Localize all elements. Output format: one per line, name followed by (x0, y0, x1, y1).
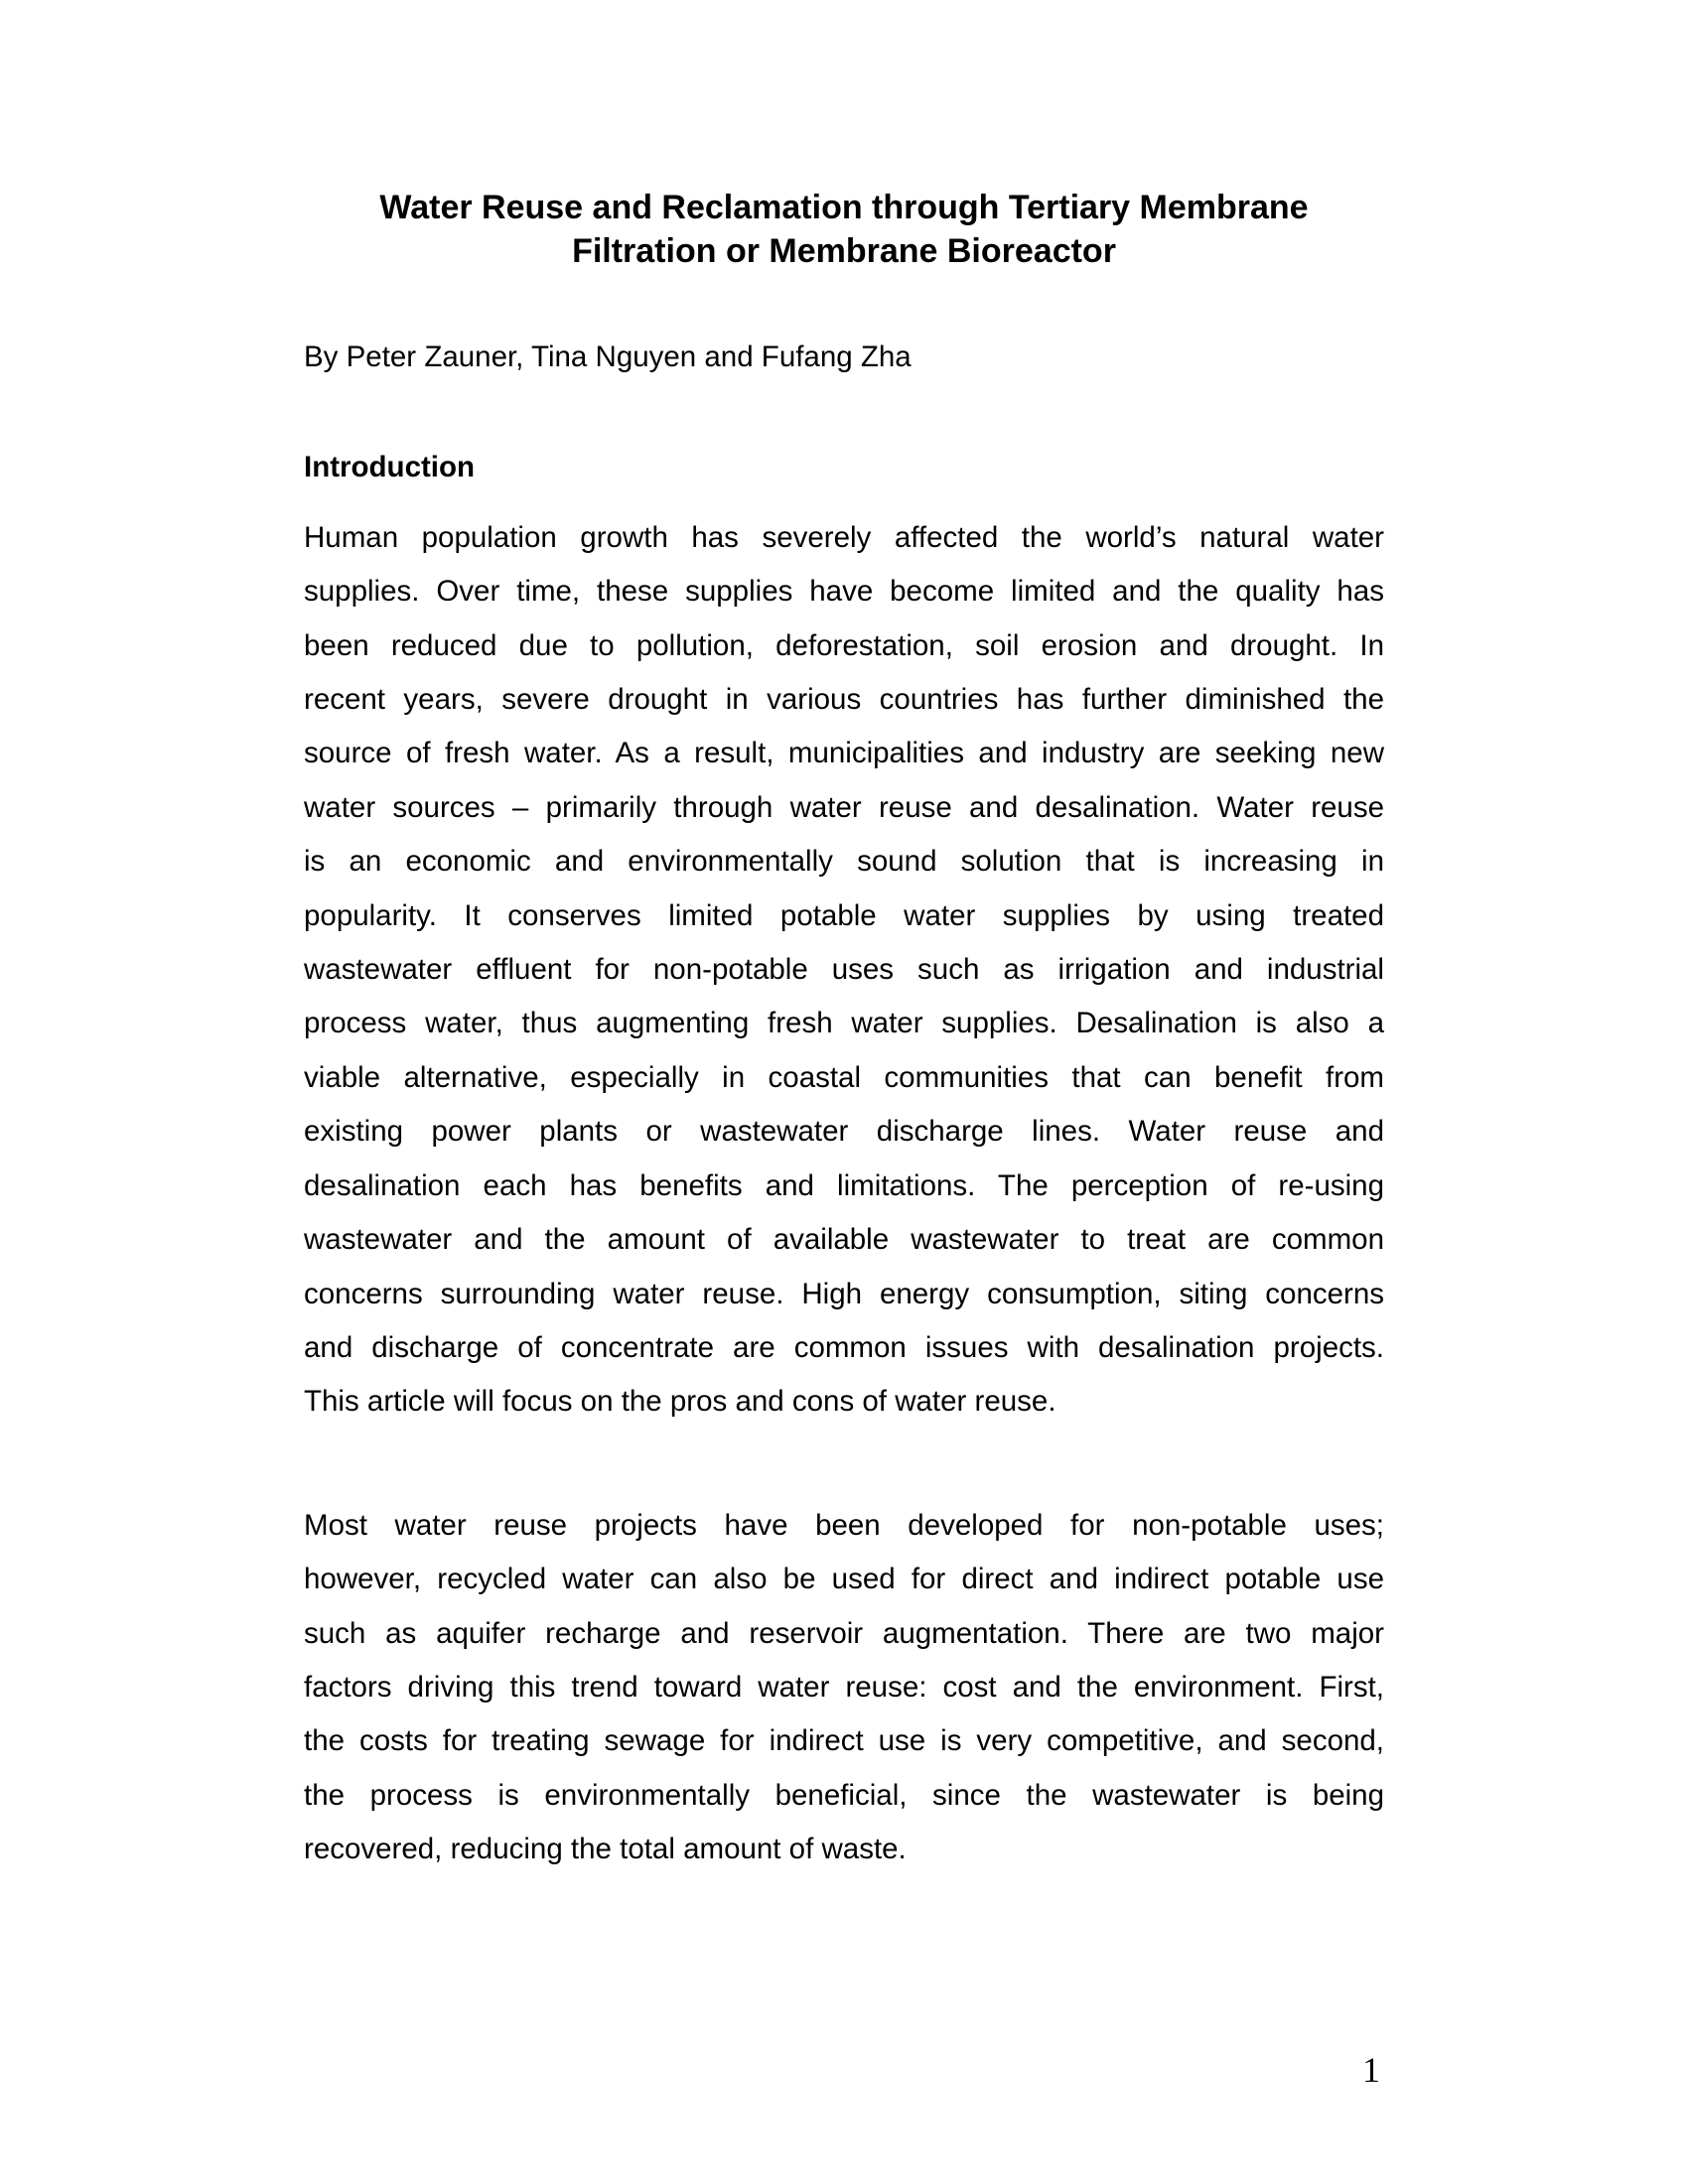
document-title (304, 186, 1384, 273)
paragraph-line: process water, thus augmenting fresh water supplies. Desalination is also a (304, 1007, 1384, 1040)
document-title-line2: Filtration or Membrane Bioreactor (572, 232, 1116, 270)
paragraph-line: recent years, severe drought in various countries has further diminished the (304, 683, 1384, 717)
paragraph-line: water sources – primarily through water reuse and desalination. Water reuse (304, 790, 1384, 824)
paragraph-water-reuse-projects (304, 1499, 1384, 1877)
paragraph-line: supplies. Over time, these supplies have become limited and the quality has (304, 575, 1384, 609)
paragraph-line: Most water reuse projects have been developed for non-potable uses; (304, 1508, 1384, 1542)
paragraph-line: such as aquifer recharge and reservoir augmentation. There are two major (304, 1616, 1384, 1650)
paragraph-line: the process is environmentally beneficial, since the wastewater is being (304, 1778, 1384, 1812)
paragraph-line: the costs for treating sewage for indirect use is very competitive, and second, (304, 1724, 1384, 1758)
paragraph-line: desalination each has benefits and limitations. The perception of re-using (304, 1168, 1384, 1202)
paragraph-line: source of fresh water. As a result, municipalities and industry are seeking new (304, 737, 1384, 770)
paragraph-line: however, recycled water can also be used for direct and indirect potable use (304, 1563, 1384, 1596)
paragraph-line: been reduced due to pollution, deforestation, soil erosion and drought. In (304, 628, 1384, 662)
paragraph-line: This article will focus on the pros and cons of water reuse. (304, 1385, 1056, 1419)
paragraph-line: factors driving this trend toward water reuse: cost and the environment. First, (304, 1670, 1384, 1704)
document-title-line1: Water Reuse and Reclamation through Tertiary Membrane (379, 189, 1309, 226)
paragraph-line: concerns surrounding water reuse. High energy consumption, siting concerns (304, 1277, 1384, 1310)
page-number: 1 (1362, 2050, 1380, 2090)
paragraph-line: existing power plants or wastewater discharge lines. Water reuse and (304, 1115, 1384, 1149)
paragraph-line: recovered, reducing the total amount of waste. (304, 1833, 907, 1866)
paragraph-line: wastewater and the amount of available wastewater to treat are common (304, 1223, 1384, 1257)
section-heading: Introduction (304, 451, 476, 484)
paragraph-line: popularity. It conserves limited potable water supplies by using treated (304, 898, 1384, 932)
document-content (304, 0, 1384, 1877)
byline: By Peter Zauner, Tina Nguyen and Fufang Zha (304, 341, 912, 373)
paragraph-line: Human population growth has severely affected the world’s natural water (304, 520, 1384, 554)
paragraph-line: wastewater effluent for non-potable uses such as irrigation and industrial (304, 953, 1384, 987)
paragraph-line: and discharge of concentrate are common issues with desalination projects. (304, 1330, 1384, 1364)
paragraph-introduction (304, 511, 1384, 1430)
paragraph-line: is an economic and environmentally sound solution that is increasing in (304, 845, 1384, 879)
paragraph-line: viable alternative, especially in coastal communities that can benefit from (304, 1060, 1384, 1094)
